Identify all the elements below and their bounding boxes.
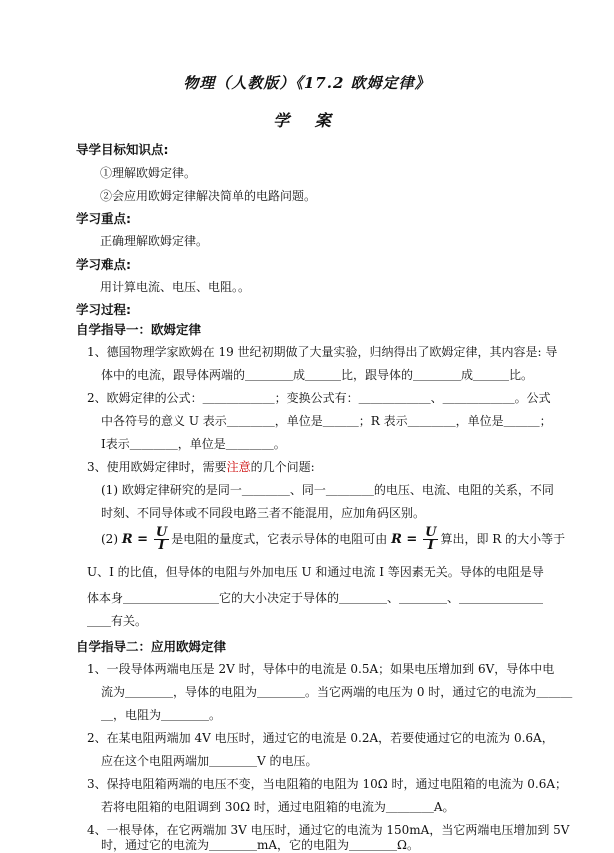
formula-r-1: R = — [121, 532, 149, 547]
g1-q2-line3: I表示＿＿＿＿，单位是＿＿＿＿。 — [101, 437, 286, 451]
key-text: 正确理解欧姆定律。 — [100, 234, 209, 248]
goal-1: ①理解欧姆定律。 — [100, 166, 197, 180]
g1-q3-pre: 3、使用欧姆定律时，需要 — [87, 460, 227, 474]
g2-q2-line2: 应在这个电阻两端加＿＿＿＿V 的电压。 — [101, 754, 318, 768]
g2-q1-line3: ＿，电阻为＿＿＿＿。 — [101, 708, 222, 722]
fraction-numerator: U — [425, 525, 437, 540]
fraction-denominator: I — [158, 538, 165, 553]
g1-q2-line1: 2、欧姆定律的公式：＿＿＿＿＿＿；变换公式有：＿＿＿＿＿＿、＿＿＿＿＿＿。公式 — [87, 391, 551, 405]
g1-q3-2-mid: 是电阻的量度式，它表示导体的电阻可由 — [171, 532, 388, 546]
g1-q3-2-pre: (2) — [101, 532, 118, 546]
g2-q3-line2: 若将电阻箱的电阻调到 30Ω 时，通过电阻箱的电流为＿＿＿＿A。 — [101, 800, 455, 814]
g2-q4-line2: 时，通过它的电流为＿＿＿＿mA，它的电阻为＿＿＿＿Ω。 — [101, 838, 419, 852]
process-heading: 学习过程: — [76, 302, 131, 317]
goal-2: ②会应用欧姆定律解决简单的电路问题。 — [100, 189, 317, 203]
fraction-numerator: U — [155, 525, 168, 540]
g1-q3-1-line2: 时刻、不同导体或不同段电路三者不能混用，应加角码区别。 — [101, 506, 426, 520]
g1-q3-2-line2: U、I 的比值，但导体的电阻与外加电压 U 和通过电流 I 等因素无关。导体的电阻是导 — [87, 565, 544, 579]
g2-q4-line1: 4、一根导体，在它两端加 3V 电压时，通过它的电流为 150mA，当它两端电压增加到 5V — [87, 823, 570, 837]
difficulty-heading: 学习难点: — [76, 257, 131, 272]
g1-q3-2-line1 — [101, 527, 565, 552]
g1-q3-2-line3: 体本身＿＿＿＿＿＿＿＿它的大小决定于导体的＿＿＿＿、＿＿＿＿、＿＿＿＿＿＿＿ — [87, 591, 544, 605]
g2-q2-line1: 2、在某电阻两端加 4V 电压时，通过它的电流是 0.2A，若要使通过它的电流为 0.6A， — [87, 731, 554, 745]
g1-q3-post: 的几个问题: — [250, 460, 315, 474]
document-title: 物理（人教版）《17.2 欧姆定律》 — [183, 74, 431, 92]
g1-q3-1-line1: (1) 欧姆定律研究的是同一＿＿＿＿、同一＿＿＿＿的电压、电流、电阻的关系，不同 — [101, 483, 554, 497]
g1-q3-2-post: 算出，即 R 的大小等于 — [440, 532, 566, 546]
g1-q1-line1: 1、德国物理学家欧姆在 19 世纪初期做了大量实验，归纳得出了欧姆定律，其内容是: 导 — [87, 345, 558, 359]
goals-heading: 导学目标知识点: — [76, 142, 169, 157]
g1-q2-line2: 中各符号的意义 U 表示＿＿＿＿，单位是＿＿＿；R 表示＿＿＿＿，单位是＿＿＿； — [101, 414, 552, 428]
formula-fraction-1 — [154, 527, 169, 552]
document-subtitle: 学 案 — [273, 111, 341, 130]
g1-q3-line — [87, 458, 315, 475]
g2-q1-line2: 流为＿＿＿＿，导体的电阻为＿＿＿＿。当它两端的电压为 0 时，通过它的电流为＿＿＿ — [101, 685, 573, 699]
difficulty-text: 用计算电流、电压、电阻。。 — [100, 280, 251, 294]
formula-fraction-2 — [423, 527, 438, 552]
guide2-heading: 自学指导二：应用欧姆定律 — [76, 639, 227, 654]
g1-q1-line2: 体中的电流，跟导体两端的＿＿＿＿成＿＿＿比，跟导体的＿＿＿＿成＿＿＿比。 — [101, 368, 534, 382]
g1-q3-highlight: 注意 — [226, 460, 251, 474]
fraction-denominator: I — [427, 538, 434, 553]
key-heading: 学习重点: — [76, 211, 131, 226]
g1-q3-2-line4: ＿＿有关。 — [87, 614, 148, 628]
g2-q1-line1: 1、一段导体两端电压是 2V 时，导体中的电流是 0.5A；如果电压增加到 6V，导体中电 — [87, 662, 555, 676]
formula-r-2: R = — [391, 532, 418, 547]
g2-q3-line1: 3、保持电阻箱两端的电压不变，当电阻箱的电阻为 10Ω 时，通过电阻箱的电流为 0.6A； — [87, 777, 568, 791]
guide1-heading: 自学指导一：欧姆定律 — [76, 322, 202, 337]
